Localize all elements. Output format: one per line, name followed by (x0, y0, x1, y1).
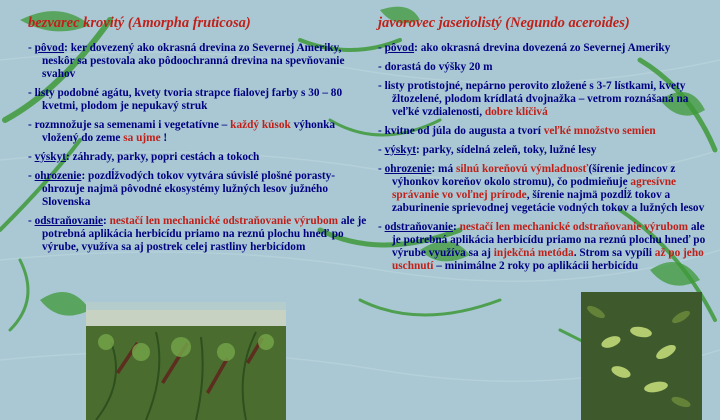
bullet-label: výskyt (34, 151, 66, 163)
bullet-text: – minimálne 2 roky po aplikácii herbicídu (433, 260, 639, 272)
bullet-text: ale je potrebná aplikácia herbicídu priamo na reznú plochu hneď po výrube využíva sa aj (392, 221, 706, 259)
negundo-title: javorovec jaseňolistý (Negundo aceroides) (378, 15, 630, 31)
bullet-text: , šírenie najmä pozdĺž tokov a zaburinenie sprievodnej vegetácie vodných tokov a lužných lesov (392, 189, 705, 214)
highlight-text: veľké množstvo semien (543, 125, 656, 137)
left-bullet-item (28, 170, 373, 209)
bullet-label: odstraňovanie (384, 221, 454, 233)
left-bullet-item (28, 215, 373, 254)
bullet-text: výhonka vložený do zeme (42, 119, 336, 144)
right-bullet-item (378, 125, 708, 138)
negundo-items (378, 42, 708, 279)
bullet-text: : ker dovezený ako okrasná drevina zo Severnej Ameriky, neskôr sa pestovala ako pôdoochranná drevina na spevňovanie svahov (42, 42, 345, 80)
bullet-text: ! (160, 132, 168, 144)
bullet-text: : pozdĺžvodých tokov vytvára súvislé plošné porasty- ohrozuje najmä pôvodné ekosystémy lužných lesov južného Slovenska (42, 170, 336, 208)
amorpha-items (28, 42, 373, 260)
right-bullet-item (378, 42, 708, 55)
left-bullet-item (28, 42, 373, 81)
bullet-label: pôvod (384, 42, 415, 54)
bullet-text: : záhrady, parky, popri cestách a tokoch (65, 151, 260, 163)
highlight-text: agresívne správanie vo voľnej prírode (392, 176, 677, 201)
bullet-text: - rozmnožuje sa semenami i vegetatívne – (28, 119, 231, 131)
highlight-text: sa ujme (123, 132, 161, 144)
bullet-text: - (28, 170, 35, 182)
bullet-text: - listy protistojné, nepárno perovito zložené s 3-7 lístkami, kvety žltozelené, plodom krídlatá dvojnažka – vetrom roznášaná na veľké vzdialenosti, (378, 80, 689, 118)
right-bullet-item (378, 61, 708, 74)
bullet-text: : (103, 215, 110, 227)
highlight-text: dobre klíčivá (484, 106, 548, 118)
left-bullet-item (28, 119, 373, 145)
right-bullet-item (378, 163, 708, 215)
bullet-text: - (28, 215, 35, 227)
right-bullet-item (378, 80, 708, 119)
highlight-text: nestačí len mechanické odstraňovanie výrubom (109, 215, 339, 227)
bullet-text: : parky, sídelná zeleň, toky, lužné lesy (415, 144, 597, 156)
bullet-text: . Strom sa vypíli (573, 247, 655, 259)
bullet-label: ohrozenie (34, 170, 82, 182)
bullet-text: : má (431, 163, 456, 175)
highlight-text: nestačí len mechanické odstraňovanie výrubom (459, 221, 689, 233)
left-bullet-item (28, 151, 373, 164)
bullet-label: odstraňovanie (34, 215, 104, 227)
bullet-text: - (378, 163, 385, 175)
bullet-text: - kvitne od júla do augusta a tvorí (378, 125, 544, 137)
bullet-text: - (28, 42, 35, 54)
right-bullet-item (378, 144, 708, 157)
highlight-text: až po jeho uschnutí (392, 247, 704, 272)
bullet-label: pôvod (34, 42, 65, 54)
bullet-text: : (453, 221, 460, 233)
bullet-text: - dorastá do výšky 20 m (378, 61, 493, 73)
bullet-text: : ako okrasná drevina dovezená zo Severnej Ameriky (414, 42, 671, 54)
highlight-text: injekčná metóda (493, 247, 574, 259)
highlight-text: silnú koreňovú výmladnosť (455, 163, 589, 175)
bullet-text: - (378, 221, 385, 233)
amorpha-title: bezvarec krovitý (Amorpha fruticosa) (28, 15, 251, 31)
amorpha-photo (86, 302, 286, 420)
bullet-text: - (378, 144, 385, 156)
negundo-photo (581, 292, 702, 420)
bullet-text: - listy podobné agátu, kvety tvoria strapce fialovej farby s 30 – 80 kvetmi, plodom je nepukavý struk (28, 87, 343, 112)
bullet-label: ohrozenie (384, 163, 432, 175)
left-bullet-item (28, 87, 373, 113)
bullet-text: ale je potrebná aplikácia herbicídu priamo na reznú plochu hneď po výrube, využíva sa aj postrek celej rastliny herbicídom (42, 215, 367, 253)
highlight-text: každý kúsok (230, 119, 291, 131)
bullet-label: výskyt (384, 144, 416, 156)
bullet-text: - (28, 151, 35, 163)
bullet-text: (šírenie jedincov z výhonkov koreňov okolo stromu), čo podmieňuje (392, 163, 676, 188)
right-bullet-item (378, 221, 708, 273)
bullet-text: - (378, 42, 385, 54)
